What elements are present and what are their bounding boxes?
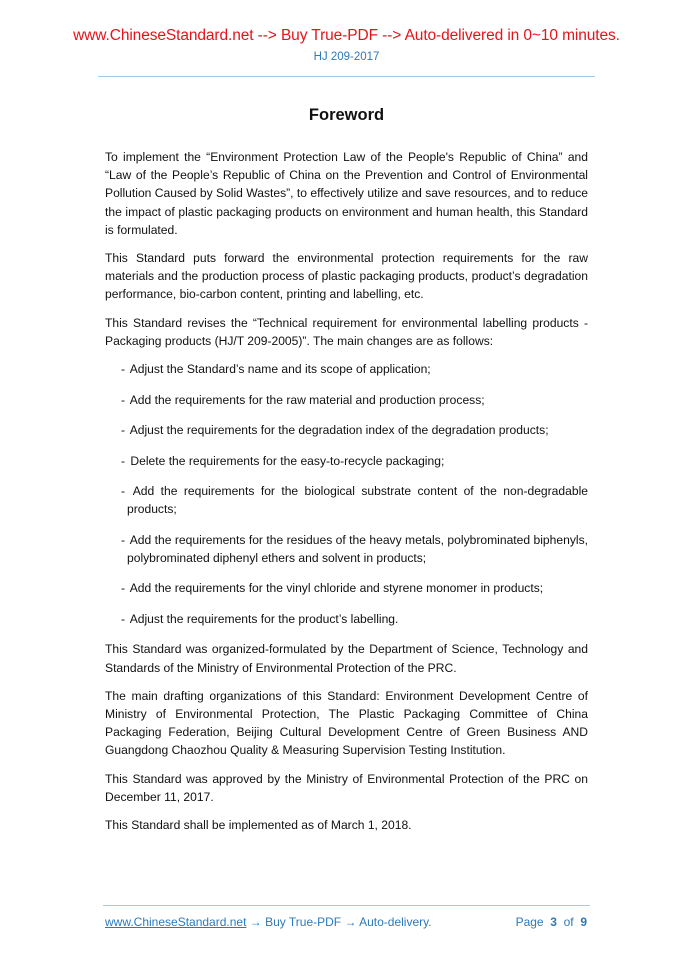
page-indicator xyxy=(516,915,587,929)
changes-list xyxy=(105,360,588,628)
list-item xyxy=(105,360,588,378)
list-item xyxy=(105,482,588,518)
list-item xyxy=(105,452,588,470)
top-banner: www.ChineseStandard.net --> Buy True-PDF --> Auto-delivered in 0~10 minutes. xyxy=(73,27,620,44)
list-item-text: Adjust the requirements for the degradation index of the degradation products; xyxy=(129,423,549,438)
list-item xyxy=(105,531,588,567)
list-item-text: Adjust the Standard’s name and its scope of application; xyxy=(129,362,431,377)
paragraph-purpose: To implement the “Environment Protection Law of the People's Republic of China” and “Law of the People’s Republic of China on the Prevention and Control of Environmental Pollution Caused by Solid Wastes”, to effectively utilize and save resources, and to reduce the impact of plastic packaging products on environment and human health, this Standard is formulated. xyxy=(105,150,588,237)
paragraph-drafters: The main drafting organizations of this Standard: Environment Development Centre of Ministry of Environmental Protection, The Plastic Packaging Committee of China Packaging Federation, Beijing Cultural Development Centre of Green Business AND Guangdong Chaozhou Quality & Measuring Supervision Testing Institution. xyxy=(105,688,588,758)
page-title: Foreword xyxy=(308,106,385,124)
footer-site-link[interactable]: www.ChineseStandard.net xyxy=(105,915,247,929)
paragraph-implementation: This Standard shall be implemented as of March 1, 2018. xyxy=(105,818,412,833)
list-item xyxy=(105,421,588,439)
paragraph-revision: This Standard revises the “Technical requirement for environmental labelling products - Packaging products (HJ/T 209-2005)”. The main changes are as follows: xyxy=(105,315,588,348)
list-item-text: Add the requirements for the raw material and production process; xyxy=(129,392,485,407)
footer-promo xyxy=(105,915,432,929)
paragraph-scope: This Standard puts forward the environmental protection requirements for the raw materials and the production process of plastic packaging products, product’s degradation performance, bio-carbon content, printing and labelling, etc. xyxy=(105,251,588,302)
dash-bullet: - xyxy=(121,392,126,407)
list-item xyxy=(105,579,588,597)
list-item-text: Add the requirements for the vinyl chloride and styrene monomer in products; xyxy=(129,581,544,596)
list-item-text: Add the requirements for the biological substrate content of the non-degradable products; xyxy=(127,484,588,517)
list-item xyxy=(105,610,588,628)
page-current: 3 xyxy=(550,915,557,929)
page-label: Page xyxy=(515,915,544,929)
document-code: HJ 209-2017 xyxy=(313,51,380,63)
dash-bullet: - xyxy=(121,453,126,468)
dash-bullet: - xyxy=(121,532,126,547)
list-item xyxy=(105,391,588,409)
footer-divider xyxy=(103,905,590,906)
dash-bullet: - xyxy=(121,362,126,377)
list-item-text: Adjust the requirements for the product’s labelling. xyxy=(129,611,399,626)
dash-bullet: - xyxy=(121,423,126,438)
page-footer xyxy=(105,915,587,933)
page-total: 9 xyxy=(580,915,587,929)
dash-bullet: - xyxy=(121,611,126,626)
header-divider xyxy=(98,76,595,77)
list-item-text: Add the requirements for the residues of the heavy metals, polybrominated biphenyls, polybrominated diphenyl ethers and solvent in products; xyxy=(127,532,588,565)
paragraph-organizer: This Standard was organized-formulated by the Department of Science, Technology and Standards of the Ministry of Environmental Protection of the PRC. xyxy=(105,642,588,675)
page-of: of xyxy=(563,915,574,929)
dash-bullet: - xyxy=(121,484,126,499)
footer-promo-text: → Buy True-PDF → Auto-delivery. xyxy=(246,915,432,929)
foreword-body xyxy=(105,148,588,844)
dash-bullet: - xyxy=(121,581,126,596)
paragraph-approval: This Standard was approved by the Ministry of Environmental Protection of the PRC on December 11, 2017. xyxy=(105,771,588,804)
list-item-text: Delete the requirements for the easy-to-recycle packaging; xyxy=(130,453,445,468)
